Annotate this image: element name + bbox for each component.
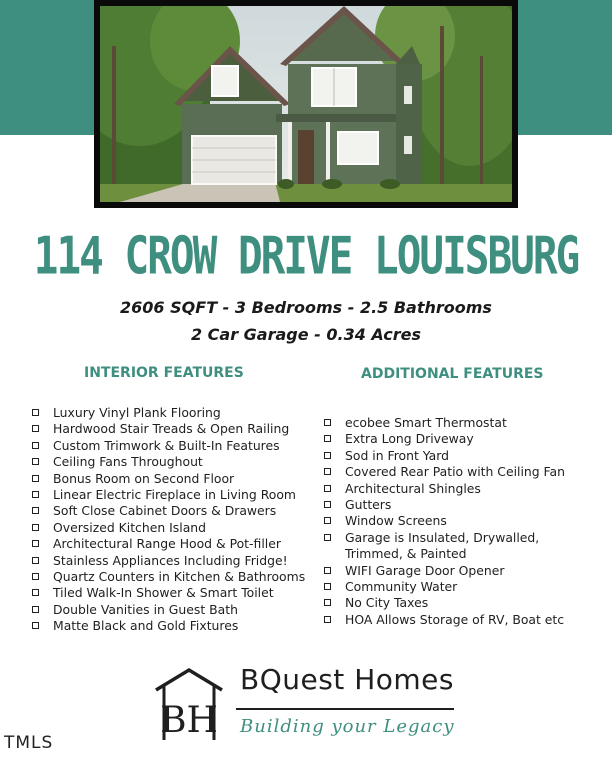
list-item: Double Vanities in Guest Bath <box>32 602 305 618</box>
list-item: Matte Black and Gold Fixtures <box>32 618 305 634</box>
list-item: Custom Trimwork & Built-In Features <box>32 438 305 454</box>
checkbox-bullet-icon <box>32 458 39 465</box>
checkbox-bullet-icon <box>324 485 331 492</box>
list-item: Tiled Walk-In Shower & Smart Toilet <box>32 585 305 601</box>
list-item: HOA Allows Storage of RV, Boat etc <box>324 612 574 628</box>
checkbox-bullet-icon <box>324 599 331 606</box>
specs-line-1: 2606 SQFT - 3 Bedrooms - 2.5 Bathrooms <box>120 298 492 317</box>
additional-features-list <box>324 415 574 628</box>
list-item: Ceiling Fans Throughout <box>32 454 305 470</box>
house-photo-image <box>100 6 512 202</box>
checkbox-bullet-icon <box>324 435 331 442</box>
checkbox-bullet-icon <box>32 425 39 432</box>
list-item: Quartz Counters in Kitchen & Bathrooms <box>32 569 305 585</box>
brand-divider <box>236 708 454 710</box>
list-item: Hardwood Stair Treads & Open Railing <box>32 421 305 437</box>
list-item: Soft Close Cabinet Doors & Drawers <box>32 503 305 519</box>
mls-logo: TMLS <box>4 733 54 753</box>
checkbox-bullet-icon <box>324 419 331 426</box>
checkbox-bullet-icon <box>324 452 331 459</box>
checkbox-bullet-icon <box>32 491 39 498</box>
logo-letters: BH <box>160 700 218 741</box>
listing-title: 114 CROW DRIVE LOUISBURG <box>33 226 579 286</box>
checkbox-bullet-icon <box>324 534 331 541</box>
list-item: Sod in Front Yard <box>324 448 574 464</box>
house-logo-icon <box>152 666 226 749</box>
checkbox-bullet-icon <box>32 589 39 596</box>
list-item: Luxury Vinyl Plank Flooring <box>32 405 305 421</box>
interior-features-heading: INTERIOR FEATURES <box>84 365 244 381</box>
house-photo <box>94 0 518 208</box>
checkbox-bullet-icon <box>32 622 39 629</box>
list-item: ecobee Smart Thermostat <box>324 415 574 431</box>
list-item: Extra Long Driveway <box>324 431 574 447</box>
checkbox-bullet-icon <box>324 517 331 524</box>
checkbox-bullet-icon <box>324 468 331 475</box>
specs-line-2: 2 Car Garage - 0.34 Acres <box>190 325 422 344</box>
checkbox-bullet-icon <box>32 557 39 564</box>
checkbox-bullet-icon <box>32 507 39 514</box>
checkbox-bullet-icon <box>324 501 331 508</box>
checkbox-bullet-icon <box>324 616 331 623</box>
list-item: Covered Rear Patio with Ceiling Fan <box>324 464 574 480</box>
checkbox-bullet-icon <box>32 524 39 531</box>
checkbox-bullet-icon <box>32 606 39 613</box>
interior-features-list <box>32 405 305 634</box>
checkbox-bullet-icon <box>32 442 39 449</box>
brand-tagline: Building your Legacy <box>240 716 455 737</box>
list-item: Window Screens <box>324 513 574 529</box>
list-item: Garage is Insulated, Drywalled, Trimmed, & Painted <box>324 530 574 563</box>
checkbox-bullet-icon <box>32 475 39 482</box>
brand-name: BQuest Homes <box>240 663 454 696</box>
list-item: Oversized Kitchen Island <box>32 520 305 536</box>
checkbox-bullet-icon <box>32 573 39 580</box>
list-item: Architectural Shingles <box>324 481 574 497</box>
list-item: No City Taxes <box>324 595 574 611</box>
checkbox-bullet-icon <box>324 567 331 574</box>
list-item: Gutters <box>324 497 574 513</box>
list-item: Architectural Range Hood & Pot-filler <box>32 536 305 552</box>
list-item: Bonus Room on Second Floor <box>32 471 305 487</box>
checkbox-bullet-icon <box>324 583 331 590</box>
list-item: WIFI Garage Door Opener <box>324 563 574 579</box>
list-item: Stainless Appliances Including Fridge! <box>32 553 305 569</box>
additional-features-heading: ADDITIONAL FEATURES <box>361 366 544 382</box>
list-item: Community Water <box>324 579 574 595</box>
list-item: Linear Electric Fireplace in Living Room <box>32 487 305 503</box>
checkbox-bullet-icon <box>32 540 39 547</box>
checkbox-bullet-icon <box>32 409 39 416</box>
